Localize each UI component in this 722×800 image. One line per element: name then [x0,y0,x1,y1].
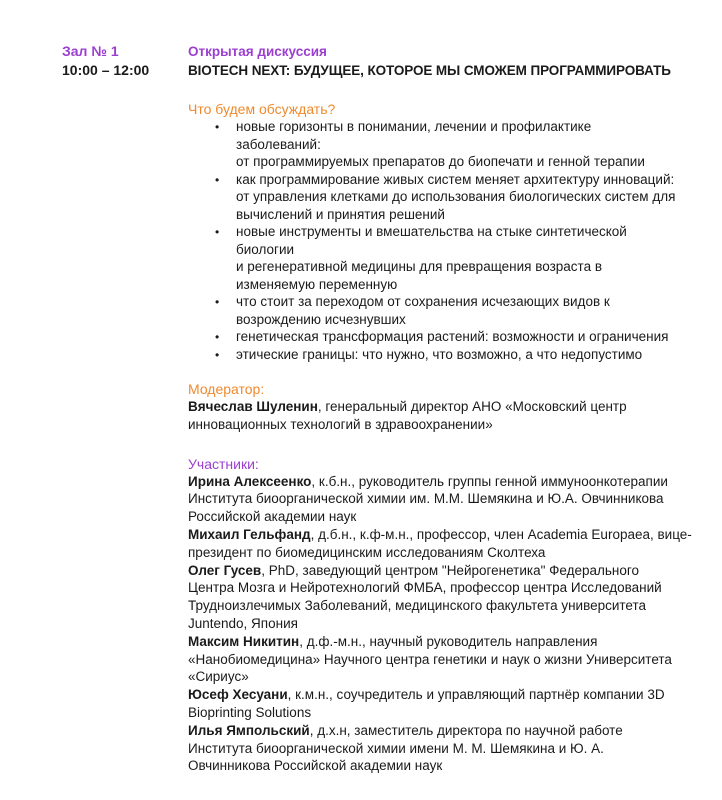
participant-desc-line: Трудноизлечимых Заболеваний, медицинского факультета университета [188,598,647,614]
participant-entry [188,473,688,526]
bullet-icon: • [215,347,220,362]
topic-line: как программирование живых систем меняет архитектуру инноваций: [236,171,675,187]
topic-line: и регенеративной медицины для превращения возраста в [236,259,603,274]
participant-line [188,526,692,544]
participant-desc-line: , к.б.н., руководитель группы генной иммуноонкотерапии [311,473,668,489]
participant-line [188,686,688,704]
participant-desc-line: президент по биомедицинским исследованиям Сколтеха [188,544,546,560]
topic-line: этические границы: что нужно, что возможно, а что недопустимо [236,346,643,362]
moderator-desc-line: инновационных технологий в здравоохранении» [188,416,493,432]
topic-item [188,118,688,171]
hall-label: Зал № 1 [62,43,119,59]
bullet-icon: • [215,225,220,239]
participant-desc-line: «Сириус» [188,669,249,685]
topic-item [188,346,688,364]
participant-desc-line: , д.х.н, заместитель директора по научной работе [309,722,623,738]
topic-line: от управления клетками до использования биологических систем для [236,189,676,204]
topic-item [188,328,688,346]
topic-list [188,118,688,363]
participant-entry [188,526,692,562]
participant-name: Олег Гусев [188,562,262,578]
session-format: Открытая дискуссия [188,44,327,59]
participant-desc-line: Bioprinting Solutions [188,704,312,720]
session-meta [62,42,172,80]
topic-line: генетическая трансформация растений: возможности и ограничения [236,329,669,344]
topic-line: заболеваний: [236,136,321,152]
participant-desc-line: Института биоорганической химии имени М. М. Шемякина и Ю. А. [188,740,604,756]
bullet-icon: • [215,172,220,187]
session-title: BIOTECH NEXT: БУДУЩЕЕ, КОТОРОЕ МЫ СМОЖЕМ ПРОГРАММИРОВАТЬ [188,63,671,78]
participant-entry [188,562,688,633]
topic-item [188,223,688,293]
participant-list [188,473,692,776]
topic-line: изменяемую переменную [236,276,398,292]
participant-line [188,473,688,491]
bullet-icon: • [215,330,220,344]
topic-line: от программируемых препаратов до биопечати и генной терапии [236,154,645,169]
session-time: 10:00 – 12:00 [62,62,150,78]
participant-desc-line: , PhD, заведующий центром "Нейрогенетика" Федерального [261,562,640,578]
bullet-icon: • [215,120,220,134]
topic-line: вычислений и принятия решений [236,206,445,222]
participant-desc-line: Института биоорганической химии им. М.М. Шемякина и Ю.А. Овчинникова [188,491,664,507]
participant-desc-line: , д.б.н., к.ф-м.н., профессор, член Academia Europaea, вице- [310,526,692,542]
topic-line: что стоит за переходом от сохранения исчезающих видов к [236,294,610,309]
participant-entry [188,686,688,722]
participant-name: Ирина Алексеенко [188,473,312,489]
session-content [188,42,692,775]
participant-line [188,722,688,740]
topic-item [188,293,688,328]
topic-item [188,171,688,224]
topic-line: новые горизонты в понимании, лечении и профилактике [236,119,592,134]
discussion-heading: Что будем обсуждать? [188,101,336,117]
participant-desc-line: Центра Мозга и Нейротехнологий ФМБА, профессор центра Исследований [188,580,662,596]
participant-entry [188,633,688,686]
participant-name: Илья Ямпольский [188,722,310,738]
moderator-heading: Модератор: [188,381,265,397]
participant-desc-line: Российской академии наук [188,509,357,525]
participant-name: Юсеф Хесуани [188,687,288,703]
participants-heading: Участники: [188,455,259,472]
bullet-icon: • [215,295,220,309]
participant-name: Михаил Гельфанд [188,526,311,542]
participant-desc-line: , д.ф.-м.н., научный руководитель направления [299,633,598,649]
participant-line [188,562,688,580]
participant-entry [188,722,688,775]
moderator-name: Вячеслав Шуленин [188,399,318,414]
participant-desc-line: Juntendo, Япония [188,615,298,631]
participant-line [188,633,688,651]
moderator-desc-line: , генеральный директор АНО «Московский центр [317,399,627,414]
topic-line: биологии [236,241,295,257]
topic-line: новые инструменты и вмешательства на стыке синтетической [236,224,627,239]
participant-name: Максим Никитин [188,633,300,649]
participant-desc-line: , к.м.н., соучредитель и управляющий партнёр компании 3D [287,687,665,703]
participant-desc-line: «Нанобиомедицина» Научного центра генетики и наук о жизни Университета [188,651,672,667]
moderator-entry [188,398,688,434]
topic-line: возрождению исчезнувших [236,311,406,327]
participant-desc-line: Овчинникова Российской академии наук [188,758,443,774]
